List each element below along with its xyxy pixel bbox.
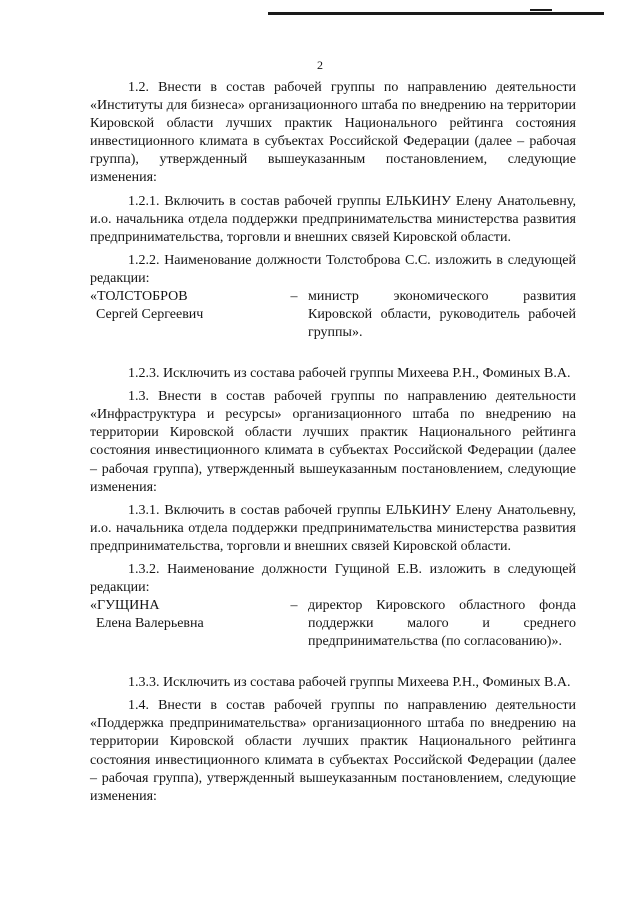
top-rule bbox=[268, 12, 604, 15]
paragraph-1-3: 1.3. Внести в состав рабочей группы по направлению деятельности «Инфраструктура и ресурсы» организационного штаба по внедрению на территории Кировской области лучших практик Национального рейтинга состояния инвестиционного климата в субъектах Российской Федерации (далее – рабочая группа), утвержденный вышеуказанным постановлением, следующие изменения: bbox=[90, 389, 576, 495]
paragraph-1-2: 1.2. Внести в состав рабочей группы по направлению деятельности «Институты для бизнеса» организационного штаба по внедрению на территории Кировской области лучших практик Национального рейтинга состояния инвестиционного климата в субъектах Российской Федерации (далее – рабочая группа), утвержденный вышеуказанным постановлением, следующие изменения: bbox=[90, 80, 576, 186]
person-name bbox=[90, 288, 280, 324]
paragraph-1-3-3: 1.3.3. Исключить из состава рабочей группы Михеева Р.Н., Фоминых В.А. bbox=[128, 675, 571, 691]
page-number: 2 bbox=[317, 58, 323, 72]
person-position: министр экономического развития Кировской области, руководитель рабочей группы». bbox=[308, 289, 576, 341]
person-given-name: Елена Валерьевна bbox=[96, 616, 204, 632]
person-surname: «ГУЩИНА bbox=[90, 598, 160, 614]
person-given-name: Сергей Сергеевич bbox=[96, 307, 204, 323]
paragraph-1-3-1: 1.3.1. Включить в состав рабочей группы ЕЛЬКИНУ Елену Анатольевну, и.о. начальника отдела поддержки предпринимательства министерства развития предпринимательства, торговли и внешних связей Кировской области. bbox=[90, 502, 576, 554]
paragraph-1-2-2: 1.2.2. Наименование должности Толстоброва С.С. изложить в следующей редакции: bbox=[90, 252, 576, 286]
paragraph-1-2-1: 1.2.1. Включить в состав рабочей группы ЕЛЬКИНУ Елену Анатольевну, и.о. начальника отдела поддержки предпринимательства министерства развития предпринимательства, торговли и внешних связей Кировской области. bbox=[90, 193, 576, 245]
paragraph-1-2-3: 1.2.3. Исключить из состава рабочей группы Михеева Р.Н., Фоминых В.А. bbox=[128, 366, 571, 382]
person-name bbox=[90, 597, 280, 633]
person-entry-gushchina bbox=[90, 597, 576, 652]
paragraph-1-3-2: 1.3.2. Наименование должности Гущиной Е.В. изложить в следующей редакции: bbox=[90, 561, 576, 596]
person-position: директор Кировского областного фонда поддержки малого и среднего предпринимательства (по согласованию)». bbox=[308, 598, 576, 650]
paragraph-1-4: 1.4. Внести в состав рабочей группы по направлению деятельности «Поддержка предпринимательства» организационного штаба по внедрению на территории Кировской области лучших практик Национального рейтинга состояния инвестиционного климата в субъектах Российской Федерации (далее – рабочая группа), утвержденный вышеуказанным постановлением, следующие изменения: bbox=[90, 698, 576, 804]
person-surname: «ТОЛСТОБРОВ bbox=[90, 289, 188, 305]
person-dash: – bbox=[290, 598, 298, 614]
person-dash: – bbox=[290, 289, 298, 305]
document-body bbox=[90, 79, 576, 806]
top-rule-tail bbox=[530, 9, 552, 11]
person-entry-tolstobrov bbox=[90, 288, 576, 343]
